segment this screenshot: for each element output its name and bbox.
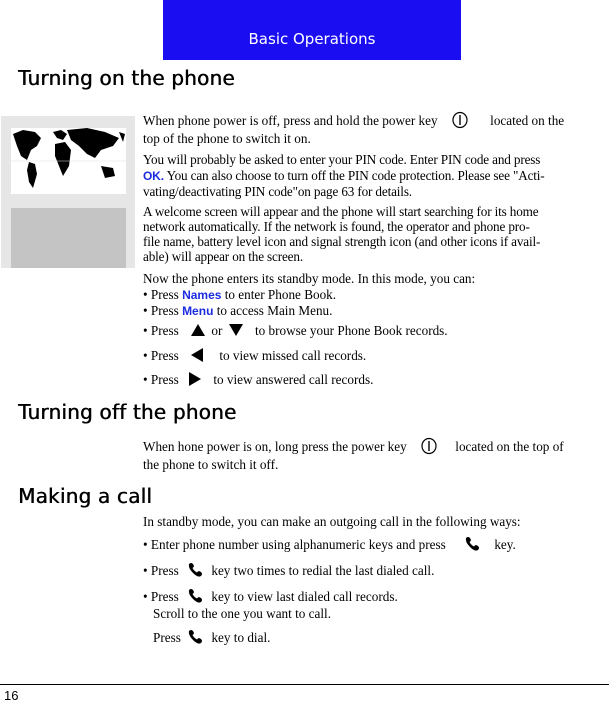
- text-b5b: to view answered call records.: [213, 372, 374, 388]
- names-keyword: Names: [182, 288, 222, 302]
- text-b4a: • Press: [143, 348, 179, 364]
- section-title-turning-off: Turning off the phone: [18, 400, 237, 424]
- text-call-b2a: • Press: [143, 563, 179, 579]
- text-call-b3e: key to dial.: [211, 630, 271, 646]
- bullet-enter-number: [143, 535, 606, 557]
- paragraph-power-off-cont: the phone to switch it off.: [143, 457, 279, 472]
- power-key-icon: [420, 437, 438, 459]
- text-b1b: to enter Phone Book.: [224, 287, 337, 302]
- text-off-p1b: located on the top of: [455, 439, 564, 455]
- send-key-icon: [463, 535, 481, 557]
- text-p3c: file name, battery level icon and signal strength icon (and other icons if avail-: [143, 234, 541, 249]
- text-b3a: • Press: [143, 323, 179, 339]
- text-p3d: able) will appear on the screen.: [143, 249, 303, 264]
- paragraph-standby-call: In standby mode, you can make an outgoing call in the following ways:: [143, 514, 521, 529]
- text-or: or: [211, 323, 223, 339]
- section-title-making-call: Making a call: [18, 484, 152, 508]
- text-b4b: to view missed call records.: [219, 348, 367, 364]
- bullet-answered: [143, 371, 606, 391]
- text-p1a: When phone power is off, press and hold the power key: [143, 113, 438, 129]
- power-key-icon: [451, 111, 469, 133]
- text-p3b: network automatically. If the network is found, the operator and phone pro-: [143, 219, 530, 234]
- footer-divider: [0, 684, 609, 685]
- text-b2b: to access Main Menu.: [216, 303, 333, 318]
- text-b2a: • Press: [143, 303, 179, 318]
- text-p3a: A welcome screen will appear and the phone will start searching for its home: [143, 204, 539, 219]
- bullet-missed: [143, 347, 606, 367]
- paragraph-power-on: [143, 111, 606, 133]
- ok-keyword: OK.: [143, 169, 164, 183]
- phone-screen-illustration: [1, 116, 135, 268]
- bullet-browse: [143, 323, 606, 341]
- header-title: Basic Operations: [248, 30, 376, 48]
- arrow-right-icon: [188, 371, 202, 391]
- text-b5a: • Press: [143, 372, 179, 388]
- text-b3b: to browse your Phone Book records.: [254, 323, 448, 339]
- page-number: 16: [4, 688, 19, 703]
- world-map-icon: [1, 116, 135, 268]
- text-call-b3d: Press: [153, 630, 181, 646]
- text-call-b2b: key two times to redial the last dialed call.: [211, 563, 435, 579]
- paragraph-pin: [143, 152, 606, 200]
- header-banner: [163, 0, 461, 60]
- paragraph-welcome: [143, 204, 606, 264]
- bullet-redial: [143, 561, 606, 583]
- text-call-b1b: key.: [494, 537, 516, 553]
- send-key-icon: [186, 561, 204, 583]
- arrow-down-icon: [228, 323, 244, 341]
- send-key-icon: [186, 628, 204, 650]
- section-title-turning-on: Turning on the phone: [18, 66, 235, 90]
- text-p2b: You can also choose to turn off the PIN code protection. Please see "Acti-: [166, 168, 545, 183]
- text-p2a: You will probably be asked to enter your PIN code. Enter PIN code and press: [143, 152, 541, 167]
- arrow-left-icon: [190, 347, 204, 367]
- menu-keyword: Menu: [182, 304, 214, 318]
- paragraph-dial: [153, 628, 609, 650]
- text-call-b1a: • Enter phone number using alphanumeric keys and press: [143, 537, 446, 553]
- paragraph-scroll: Scroll to the one you want to call.: [153, 606, 331, 621]
- arrow-up-icon: [190, 323, 206, 341]
- text-call-b3b: key to view last dialed call records.: [211, 589, 398, 605]
- text-call-b3a: • Press: [143, 589, 179, 605]
- text-p1b: located on the: [490, 113, 565, 129]
- bullet-menu: [143, 303, 606, 319]
- text-p2c: vating/deactivating PIN code"on page 63 for details.: [143, 184, 412, 199]
- paragraph-standby: Now the phone enters its standby mode. In this mode, you can:: [143, 271, 476, 286]
- text-off-p1a: When hone power is on, long press the power key: [143, 439, 407, 455]
- paragraph-power-on-cont: top of the phone to switch it on.: [143, 131, 311, 146]
- paragraph-power-off: [143, 437, 606, 459]
- bullet-names: [143, 287, 606, 303]
- text-b1a: • Press: [143, 287, 179, 302]
